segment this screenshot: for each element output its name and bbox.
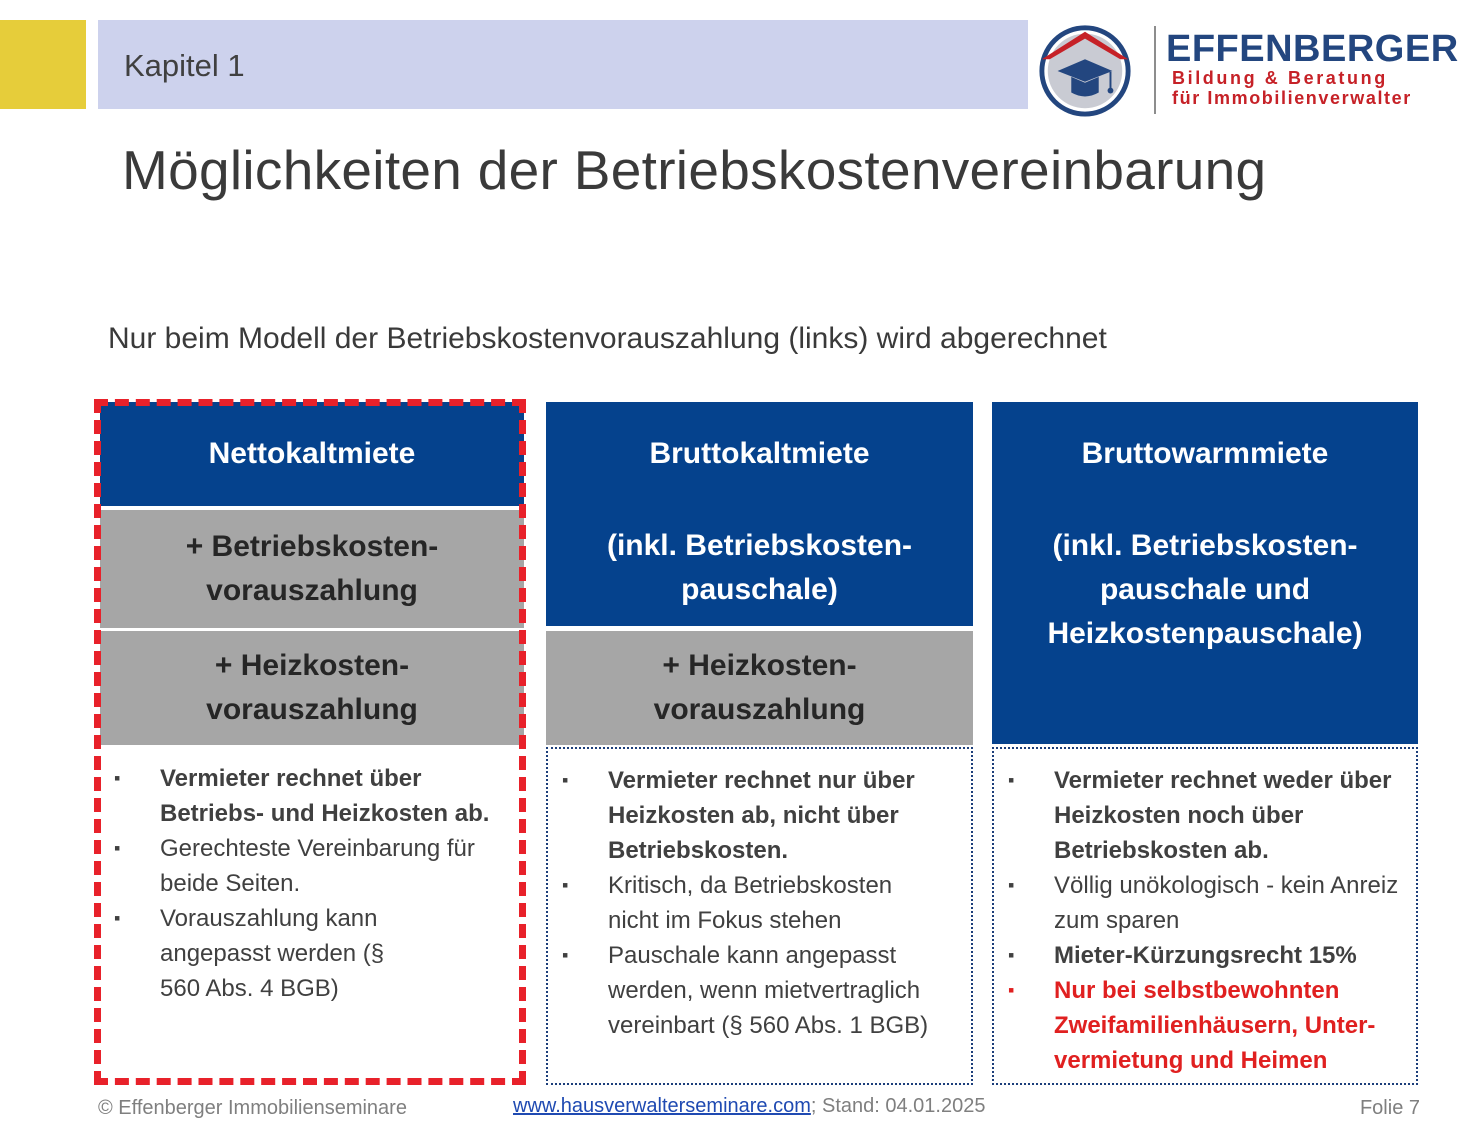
column-header-detail: (inkl. Betriebskosten- [606, 529, 913, 562]
company-logo [1032, 16, 1459, 120]
box-line: + Betriebskosten- [185, 530, 439, 563]
box-line: vorauszahlung [206, 693, 418, 726]
list-item: ▪ Nur bei selbstbewohnten Zweifamilienhäusern, Unter-vermietung und Heimen [994, 973, 1416, 1078]
list-item: ▪ Mieter-Kürzungsrecht 15% [994, 938, 1416, 973]
chapter-label: Kapitel 1 [124, 48, 245, 83]
heizkosten-box [546, 631, 973, 745]
subtitle: Nur beim Modell der Betriebskostenvorauszahlung (links) wird abgerechnet [108, 322, 1107, 355]
notes-box [546, 747, 973, 1085]
bullet-list [994, 763, 1416, 1078]
column-header-detail: pauschale) [681, 573, 838, 606]
list-item: ▪ Pauschale kann angepasst werden, wenn mietvertraglich vereinbart (§ 560 Abs. 1 BGB) [548, 938, 971, 1043]
logo-tagline-1: Bildung & Beratung [1172, 68, 1388, 88]
box-line: vorauszahlung [206, 574, 418, 607]
list-item: ▪ Vorauszahlung kann angepasst werden (§ 560 Abs. 4 BGB) [100, 901, 524, 1006]
box-line: + Heizkosten- [662, 649, 857, 682]
column-header-detail: Heizkostenpauschale) [1047, 617, 1363, 650]
list-item: ▪ Vermieter rechnet weder über Heizkosten noch über Betriebskosten ab. [994, 763, 1416, 868]
box-line: + Heizkosten- [214, 649, 410, 682]
accent-block [0, 20, 86, 109]
highlight-frame [94, 399, 526, 1085]
list-item: ▪ Vermieter rechnet über Betriebs- und Heizkosten ab. [100, 761, 524, 831]
column-header-detail: pauschale und [1099, 573, 1311, 606]
bullet-list [548, 763, 971, 1043]
logo-tagline-2: für Immobilienverwalter [1172, 88, 1412, 108]
column-header-label: Nettokaltmiete [208, 437, 416, 470]
column-header [546, 402, 973, 626]
column-header-label: Bruttowarmmiete [1081, 437, 1329, 470]
footer-center [513, 1095, 985, 1118]
logo-name: EFFENBERGER [1166, 28, 1459, 70]
chapter-bar [98, 20, 1028, 109]
list-item: ▪ Völlig unökologisch - kein Anreiz zum sparen [994, 868, 1416, 938]
footer-stand: ; Stand: 04.01.2025 [810, 1095, 986, 1117]
slide-number: Folie 7 [1359, 1097, 1420, 1119]
list-item: ▪ Gerechteste Vereinbarung für beide Seiten. [100, 831, 524, 901]
footer-copyright: © Effenberger Immobilienseminare [98, 1097, 407, 1119]
website-link[interactable]: www.hausverwalterseminare.com [513, 1095, 811, 1117]
column-header [992, 402, 1418, 744]
logo-divider [1154, 26, 1156, 114]
page-title: Möglichkeiten der Betriebskostenvereinbarung [122, 139, 1267, 201]
list-item: ▪ Vermieter rechnet nur über Heizkosten ab, nicht über Betriebskosten. [548, 763, 971, 868]
column-header-label: Bruttokaltmiete [649, 437, 870, 470]
graduation-cap-house-icon [1036, 20, 1134, 118]
column-header-detail: (inkl. Betriebskosten- [1052, 529, 1358, 562]
notes-box [992, 747, 1418, 1085]
box-line: vorauszahlung [653, 693, 866, 726]
list-item: ▪ Kritisch, da Betriebskosten nicht im Fokus stehen [548, 868, 971, 938]
